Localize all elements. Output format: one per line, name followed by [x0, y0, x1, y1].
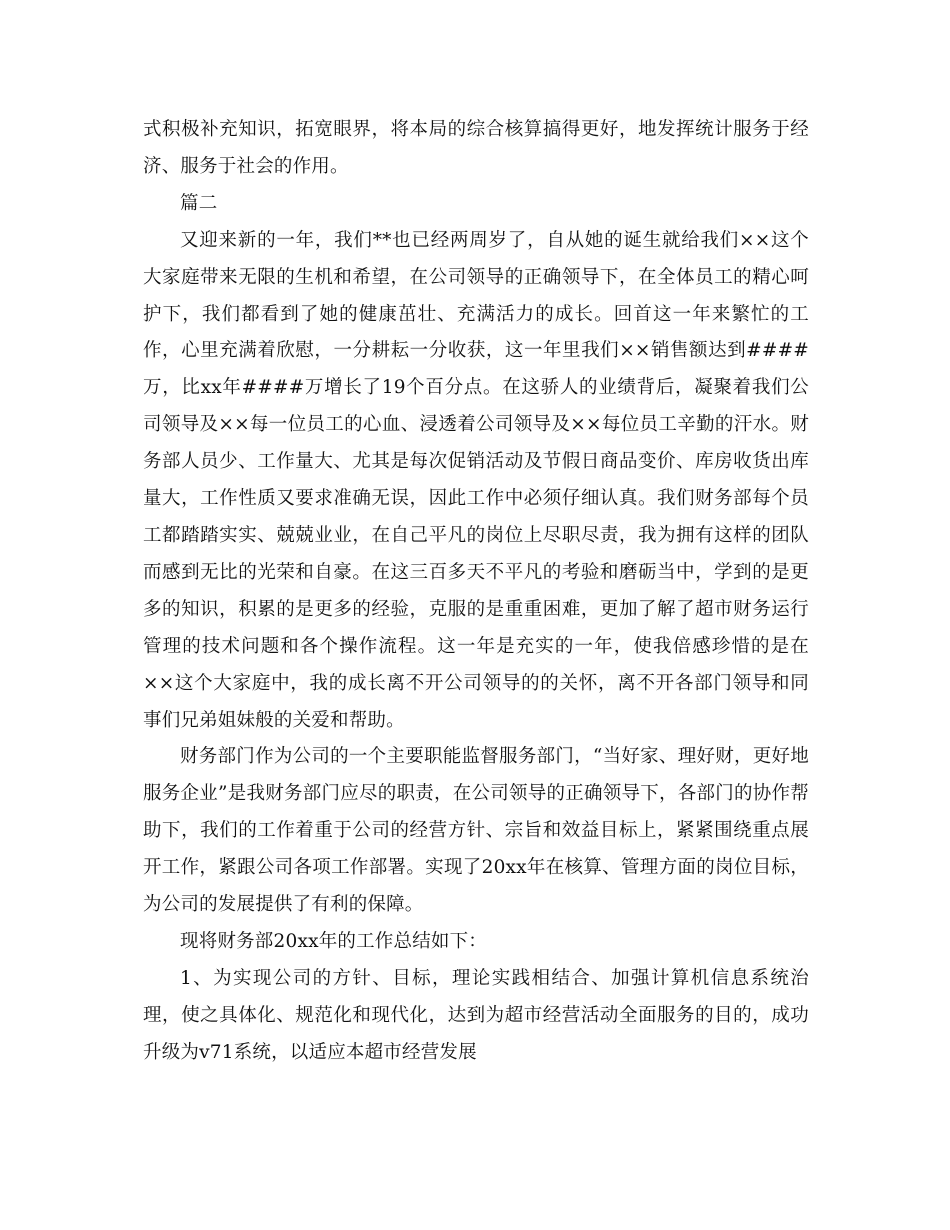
paragraph-continued: 式积极补充知识，拓宽眼界，将本局的综合核算搞得更好，地发挥统计服务于经济、服务于社会的作用。	[143, 119, 809, 177]
paragraph-department-role: 财务部门作为公司的一个主要职能监督服务部门，“当好家、理好财，更好地服务企业”是我财务部门应尽的职责，在公司领导的正确领导下，各部门的协作帮助下，我们的工作着重于公司的经营方针、宗旨和效益目标上，紧紧围绕重点展开工作，紧跟公司各项工作部署。实现了20xx年在核算、管理方面的岗位目标，为公司的发展提供了有利的保障。	[143, 746, 809, 916]
paragraph-item-1: 1、为实现公司的方针、目标，理论实践相结合、加强计算机信息系统治理，使之具体化、规范化和现代化，达到为超市经营活动全面服务的目的，成功升级为v71系统，以适应本超市经营发展	[143, 967, 809, 1063]
paragraph-summary-lead: 现将财务部20xx年的工作总结如下：	[180, 930, 488, 952]
document-body	[143, 112, 809, 1072]
section-heading: 篇二	[180, 192, 218, 214]
paragraph-intro: 又迎来新的一年，我们**也已经两周岁了，自从她的诞生就给我们××这个大家庭带来无限的生机和希望，在公司领导的正确领导下，在全体员工的精心呵护下，我们都看到了她的健康茁壮、充满活力的成长。回首这一年来繁忙的工作，心里充满着欣慰，一分耕耘一分收获，这一年里我们××销售额达到####万，比xx年####万增长了19个百分点。在这骄人的业绩背后，凝聚着我们公司领导及××每一位员工的心血、浸透着公司领导及××每位员工辛勤的汗水。财务部人员少、工作量大、尤其是每次促销活动及节假日商品变价、库房收货出库量大，工作性质又要求准确无误，因此工作中必须仔细认真。我们财务部每个员工都踏踏实实、兢兢业业，在自己平凡的岗位上尽职尽责，我为拥有这样的团队而感到无比的光荣和自豪。在这三百多天不平凡的考验和磨砺当中，学到的是更多的知识，积累的是更多的经验，克服的是重重困难，更加了解了超市财务运行管理的技术问题和各个操作流程。这一年是充实的一年，使我倍感珍惜的是在××这个大家庭中，我的成长离不开公司领导的的关怀，离不开各部门领导和同事们兄弟姐妹般的关爱和帮助。	[143, 229, 809, 731]
